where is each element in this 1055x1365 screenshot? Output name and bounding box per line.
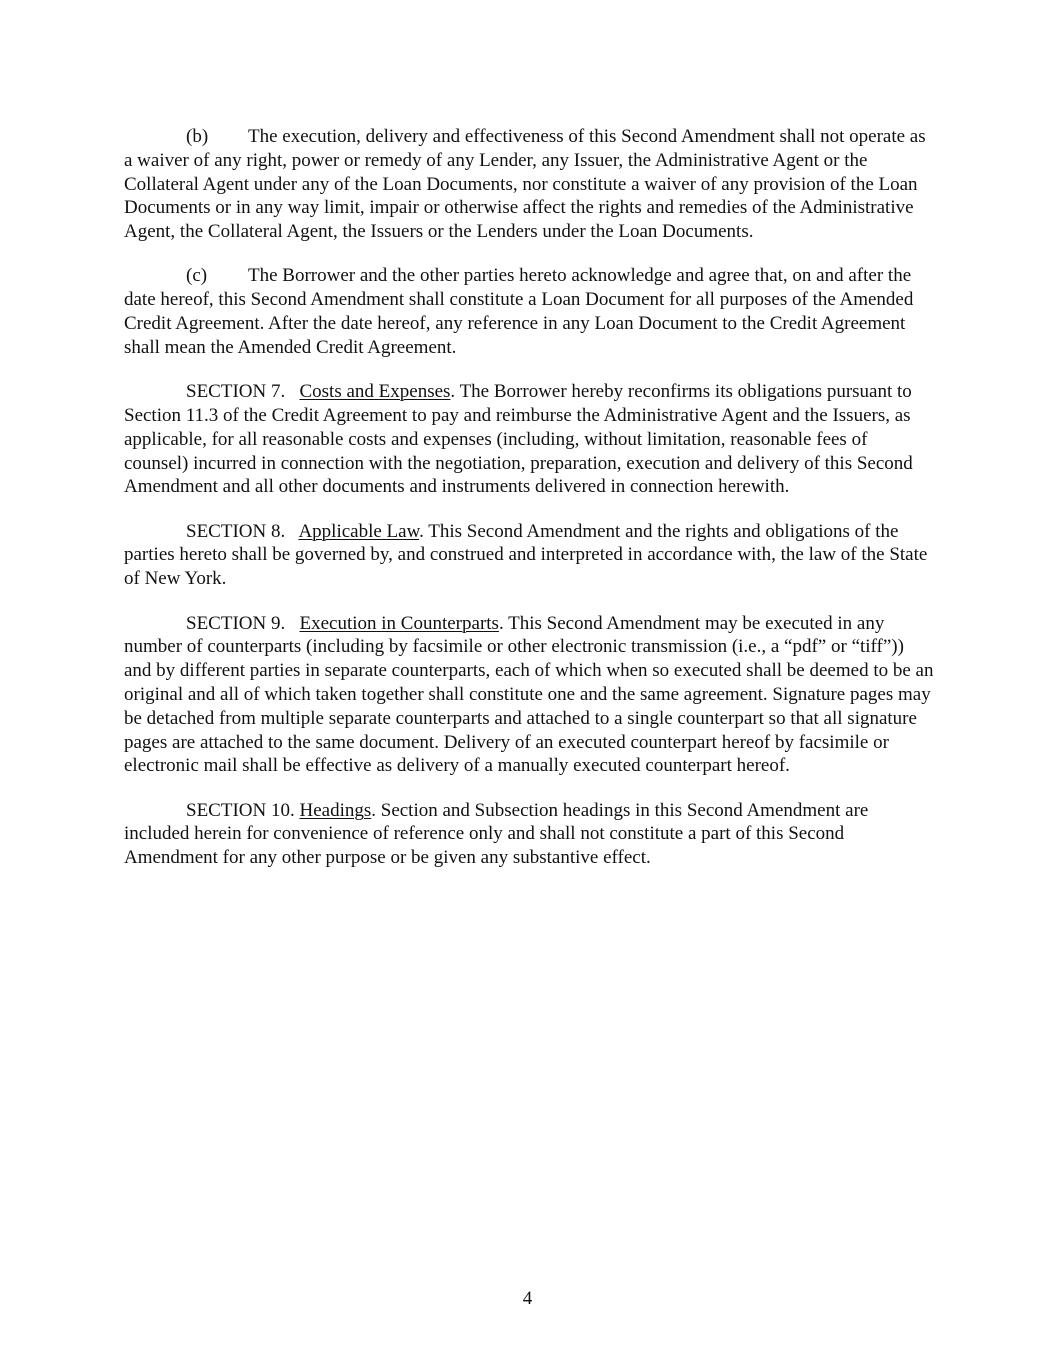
section-8-heading: Applicable Law — [298, 520, 420, 542]
paragraph-c-marker: (c) — [186, 265, 208, 287]
paragraph-c-text: The Borrower and the other parties hereto acknowledge and agree that, on and after the date hereof, this Second Amendment shall constitute a Loan Document for all purposes of the Amended Credit Agreement. After the date hereof, any reference in any Loan Document to the Credit Agreement shall mean the Amended Credit Agreement. — [124, 265, 914, 358]
paragraph-c — [124, 264, 936, 359]
section-7 — [124, 380, 936, 499]
section-9 — [124, 612, 936, 779]
paragraph-b-marker: (b) — [186, 126, 209, 147]
section-8-number: SECTION 8. — [186, 520, 286, 542]
section-8-text: . This Second Amendment and the rights and obligations of the parties hereto shall be governed by, and construed and interpreted in accordance with, the law of the State of New York. — [124, 520, 928, 590]
paragraph-b-text: The execution, delivery and effectiveness of this Second Amendment shall not operate as a waiver of any right, power or remedy of any Lender, any Issuer, the Administrative Agent or the Collateral Agent under any of the Loan Documents, nor constitute a waiver of any provision of the Loan Documents or in any way limit, impair or otherwise affect the rights and remedies of the Administrative Agent, the Collateral Agent, the Issuers or the Lenders under the Loan Documents. — [124, 126, 926, 243]
page-number: 4 — [522, 1288, 533, 1309]
section-9-text: . This Second Amendment may be executed in any number of counterparts (including by facsimile or other electronic transmission (i.e., a “pdf” or “tiff”)) and by different parties in separate counterparts, each of which when so executed shall be deemed to be an original and all of which taken together shall constitute one and the same agreement. Signature pages may be detached from multiple separate counterparts and attached to a single counterpart so that all signature pages are attached to the same document. Delivery of an executed counterpart hereof by facsimile or electronic mail shall be effective as delivery of a manually executed counterpart hereof. — [124, 612, 934, 777]
section-7-text: . The Borrower hereby reconfirms its obligations pursuant to Section 11.3 of the Credit Agreement to pay and reimburse the Administrative Agent and the Issuers, as applicable, for all reasonable costs and expenses (including, without limitation, reasonable fees of counsel) incurred in connection with the negotiation, preparation, execution and delivery of this Second Amendment and all other documents and instruments delivered in connection herewith. — [124, 381, 913, 498]
section-8 — [124, 520, 936, 591]
section-7-heading: Costs and Expenses — [299, 381, 451, 403]
section-9-heading: Execution in Counterparts — [299, 612, 499, 634]
section-7-number: SECTION 7. — [186, 381, 286, 403]
section-10-heading: Headings — [299, 799, 372, 821]
section-10-number: SECTION 10. — [186, 799, 295, 821]
section-9-number: SECTION 9. — [186, 612, 286, 634]
document-body — [124, 125, 936, 891]
section-10 — [124, 799, 936, 870]
section-10-text: . Section and Subsection headings in this Second Amendment are included herein for convenience of reference only and shall not constitute a part of this Second Amendment for any other purpose or be given any substantive effect. — [124, 799, 869, 869]
paragraph-b — [124, 125, 936, 244]
